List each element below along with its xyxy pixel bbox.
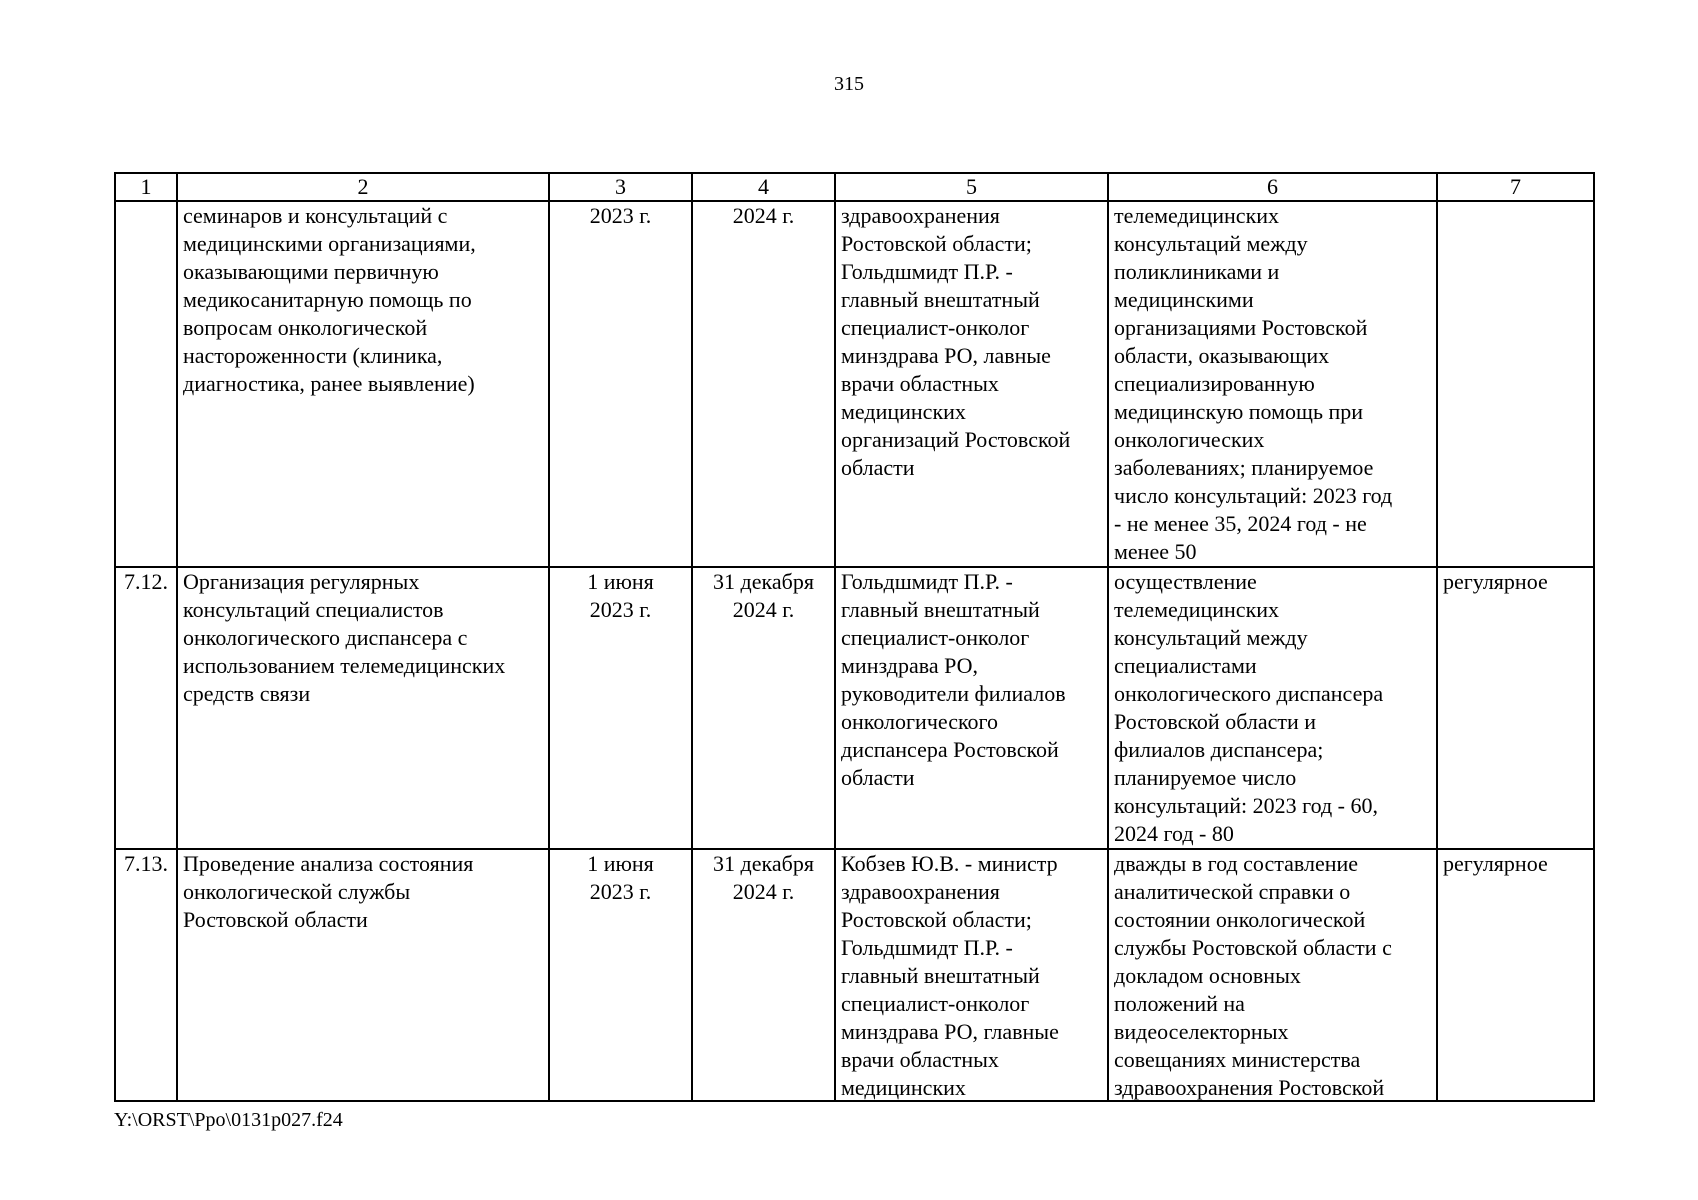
event-cell xyxy=(177,201,549,567)
responsible-cell xyxy=(835,567,1108,849)
event-cell xyxy=(177,849,549,1101)
result-cell xyxy=(1108,201,1437,567)
start-date-text: 1 июня 2023 г. xyxy=(587,569,654,622)
type-text: регулярное xyxy=(1443,569,1548,594)
item-number-text: 7.13. xyxy=(124,851,168,876)
responsible-text: здравоохранения Ростовской области; Гольдшмидт П.Р. - главный внештатный специалист-онколог минздрава РО, лавные врачи областных медицинских организаций Ростовской области xyxy=(841,203,1071,480)
type-cell xyxy=(1437,201,1594,567)
end-date-text: 2024 г. xyxy=(732,203,795,228)
item-number xyxy=(115,201,177,567)
result-text: телемедицинских консультаций между поликлиниками и медицинскими организациями Ростовской области, оказывающих специализированную медицинскую помощь при онкологических заболеваниях; планируемое число консультаций: 2023 год - не менее 35, 2024 год - не менее 50 xyxy=(1114,203,1393,564)
result-text: дважды в год составление аналитической справки о состоянии онкологической службы Ростовской области с докладом основных положений на видеоселекторных совещаниях министерства здравоохранения Ростовской xyxy=(1114,851,1392,1100)
column-header: 2 xyxy=(177,173,549,201)
type-cell xyxy=(1437,849,1594,1101)
column-header: 5 xyxy=(835,173,1108,201)
responsible-text: Гольдшмидт П.Р. - главный внештатный специалист-онколог минздрава РО, руководители филиалов онкологического диспансера Ростовской области xyxy=(841,569,1066,790)
start-date-cell xyxy=(549,201,692,567)
start-date-text: 2023 г. xyxy=(589,203,652,228)
action-plan-table xyxy=(114,172,1595,1102)
responsible-text: Кобзев Ю.В. - министр здравоохранения Ростовской области; Гольдшмидт П.Р. - главный внештатный специалист-онколог минздрава РО, главные врачи областных медицинских xyxy=(841,851,1059,1100)
event-text: Организация регулярных консультаций специалистов онкологического диспансера с использованием телемедицинских средств связи xyxy=(183,569,506,706)
item-number xyxy=(115,849,177,1101)
type-cell xyxy=(1437,567,1594,849)
column-header: 6 xyxy=(1108,173,1437,201)
start-date-text: 1 июня 2023 г. xyxy=(587,851,654,904)
type-text: регулярное xyxy=(1443,851,1548,876)
page-number: 315 xyxy=(834,73,864,95)
item-number-text: 7.12. xyxy=(124,569,168,594)
item-number xyxy=(115,567,177,849)
result-text: осуществление телемедицинских консультаций между специалистами онкологического диспансера Ростовской области и филиалов диспансера; планируемое число консультаций: 2023 год - 60, 2024 год - 80 xyxy=(1114,569,1384,846)
responsible-cell xyxy=(835,201,1108,567)
end-date-text: 31 декабря 2024 г. xyxy=(713,569,814,622)
column-header: 4 xyxy=(692,173,835,201)
end-date-text: 31 декабря 2024 г. xyxy=(713,851,814,904)
header-row xyxy=(115,173,1594,201)
table-row xyxy=(115,201,1594,567)
end-date-cell xyxy=(692,201,835,567)
result-cell xyxy=(1108,849,1437,1101)
event-text: семинаров и консультаций с медицинскими организациями, оказывающими первичную медикосанитарную помощь по вопросам онкологической настороженности (клиника, диагностика, ранее выявление) xyxy=(183,203,476,396)
end-date-cell xyxy=(692,567,835,849)
end-date-cell xyxy=(692,849,835,1101)
start-date-cell xyxy=(549,567,692,849)
start-date-cell xyxy=(549,849,692,1101)
column-header: 3 xyxy=(549,173,692,201)
table-row xyxy=(115,567,1594,849)
responsible-cell xyxy=(835,849,1108,1101)
file-path-footer: Y:\ORST\Ppo\0131p027.f24 xyxy=(114,1109,343,1131)
event-cell xyxy=(177,567,549,849)
column-header: 1 xyxy=(115,173,177,201)
table-row xyxy=(115,849,1594,1101)
event-text: Проведение анализа состояния онкологической службы Ростовской области xyxy=(183,851,474,932)
column-header: 7 xyxy=(1437,173,1594,201)
result-cell xyxy=(1108,567,1437,849)
